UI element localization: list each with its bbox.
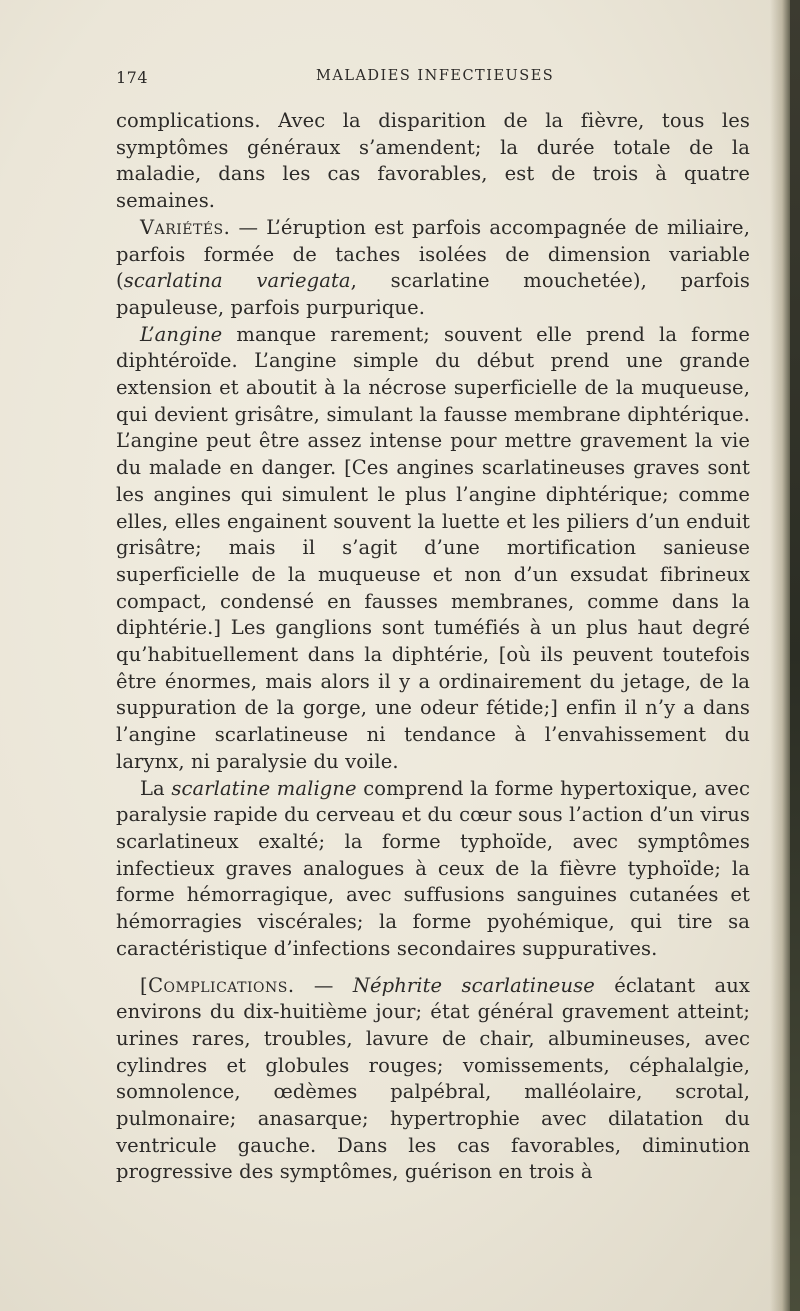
italic-term: Néphrite scarlatineuse: [352, 973, 595, 997]
paragraph-text: comprend la forme hypertoxique, avec paralysie rapide du cerveau et du cœur sous l’action d’un virus scarlatineux exalté; la forme typhoïde, avec symptômes infectieux graves analogues à ceux de la fièvre typhoïde; la forme hémorragique, avec suffusions sanguines cutanées et hémorragies viscérales; la forme pyohémique, qui tire sa caractéristique d’infections secondaires suppuratives.: [116, 776, 750, 960]
italic-term: L’angine: [140, 322, 223, 346]
paragraph-text: éclatant aux environs du dix-huitième jour; état général gravement atteint; urines rares, troubles, lavure de chair, albumineuses, avec cylindres et globules rouges; vomissements, céphalalgie, somnolence, œdèmes palpébral, malléolaire, scrotal, pulmonaire; anasarque; hypertrophie avec dilatation du ventricule gauche. Dans les cas favorables, diminution progressive des symptômes, guérison en trois à: [116, 973, 750, 1184]
running-head: MALADIES INFECTIEUSES: [316, 68, 555, 84]
section-heading-varietes: Variétés.: [140, 215, 231, 239]
section-heading-complications: [Complications.: [140, 973, 295, 997]
paragraph-angine: [116, 322, 750, 776]
paragraph-complications: [116, 973, 750, 1187]
page-header: [116, 62, 744, 92]
paragraph-scarlatine-maligne: [116, 776, 750, 963]
latin-term: scarlatina variegata: [123, 269, 351, 293]
body-text: [116, 108, 750, 1186]
paragraph-varietes: [116, 215, 750, 322]
paragraph-text: manque rarement; souvent elle prend la forme diphtéroïde. L’angine simple du début prend une grande extension et aboutit à la nécrose superficielle de la muqueuse, qui devient grisâtre, simulant la fausse membrane diphtérique. L’angine peut être assez intense pour mettre gravement la vie du malade en danger. [Ces angines scarlatineuses graves sont les angines qui simulent le plus l’angine diphtérique; comme elles, elles engainent souvent la luette et les piliers d’un enduit grisâtre; mais il s’agit d’une mortification sanieuse superficielle de la muqueuse et non d’un exsudat fibrineux compact, condensé en fausses membranes, comme dans la diphtérie.] Les ganglions sont tuméfiés à un plus haut degré qu’habituellement dans la diphtérie, [où ils peuvent toutefois être énormes, mais alors il y a ordinairement du jetage, de la suppuration de la gorge, une odeur fétide;] enfin il n’y a dans l’angine scarlatineuse ni tendance à l’envahissement du larynx, ni paralysie du voile.: [116, 322, 750, 773]
page-number: 174: [116, 68, 149, 87]
paragraph-text: La: [140, 776, 172, 800]
paragraph-text: — L’éruption est parfois accompagnée de miliaire, parfois formée de taches isolées de dimension variable (: [116, 215, 750, 293]
italic-term: scarlatine maligne: [171, 776, 357, 800]
paragraph-text: —: [294, 973, 353, 997]
paragraph-text: , scarlatine mouchetée), parfois papuleuse, parfois purpurique.: [116, 269, 750, 319]
paragraph-complications-end: complications. Avec la disparition de la fièvre, tous les symptômes généraux s’amendent; la durée totale de la maladie, dans les cas favorables, est de trois à quatre semaines.: [116, 109, 750, 213]
page-edge-shadow: [770, 0, 800, 1311]
